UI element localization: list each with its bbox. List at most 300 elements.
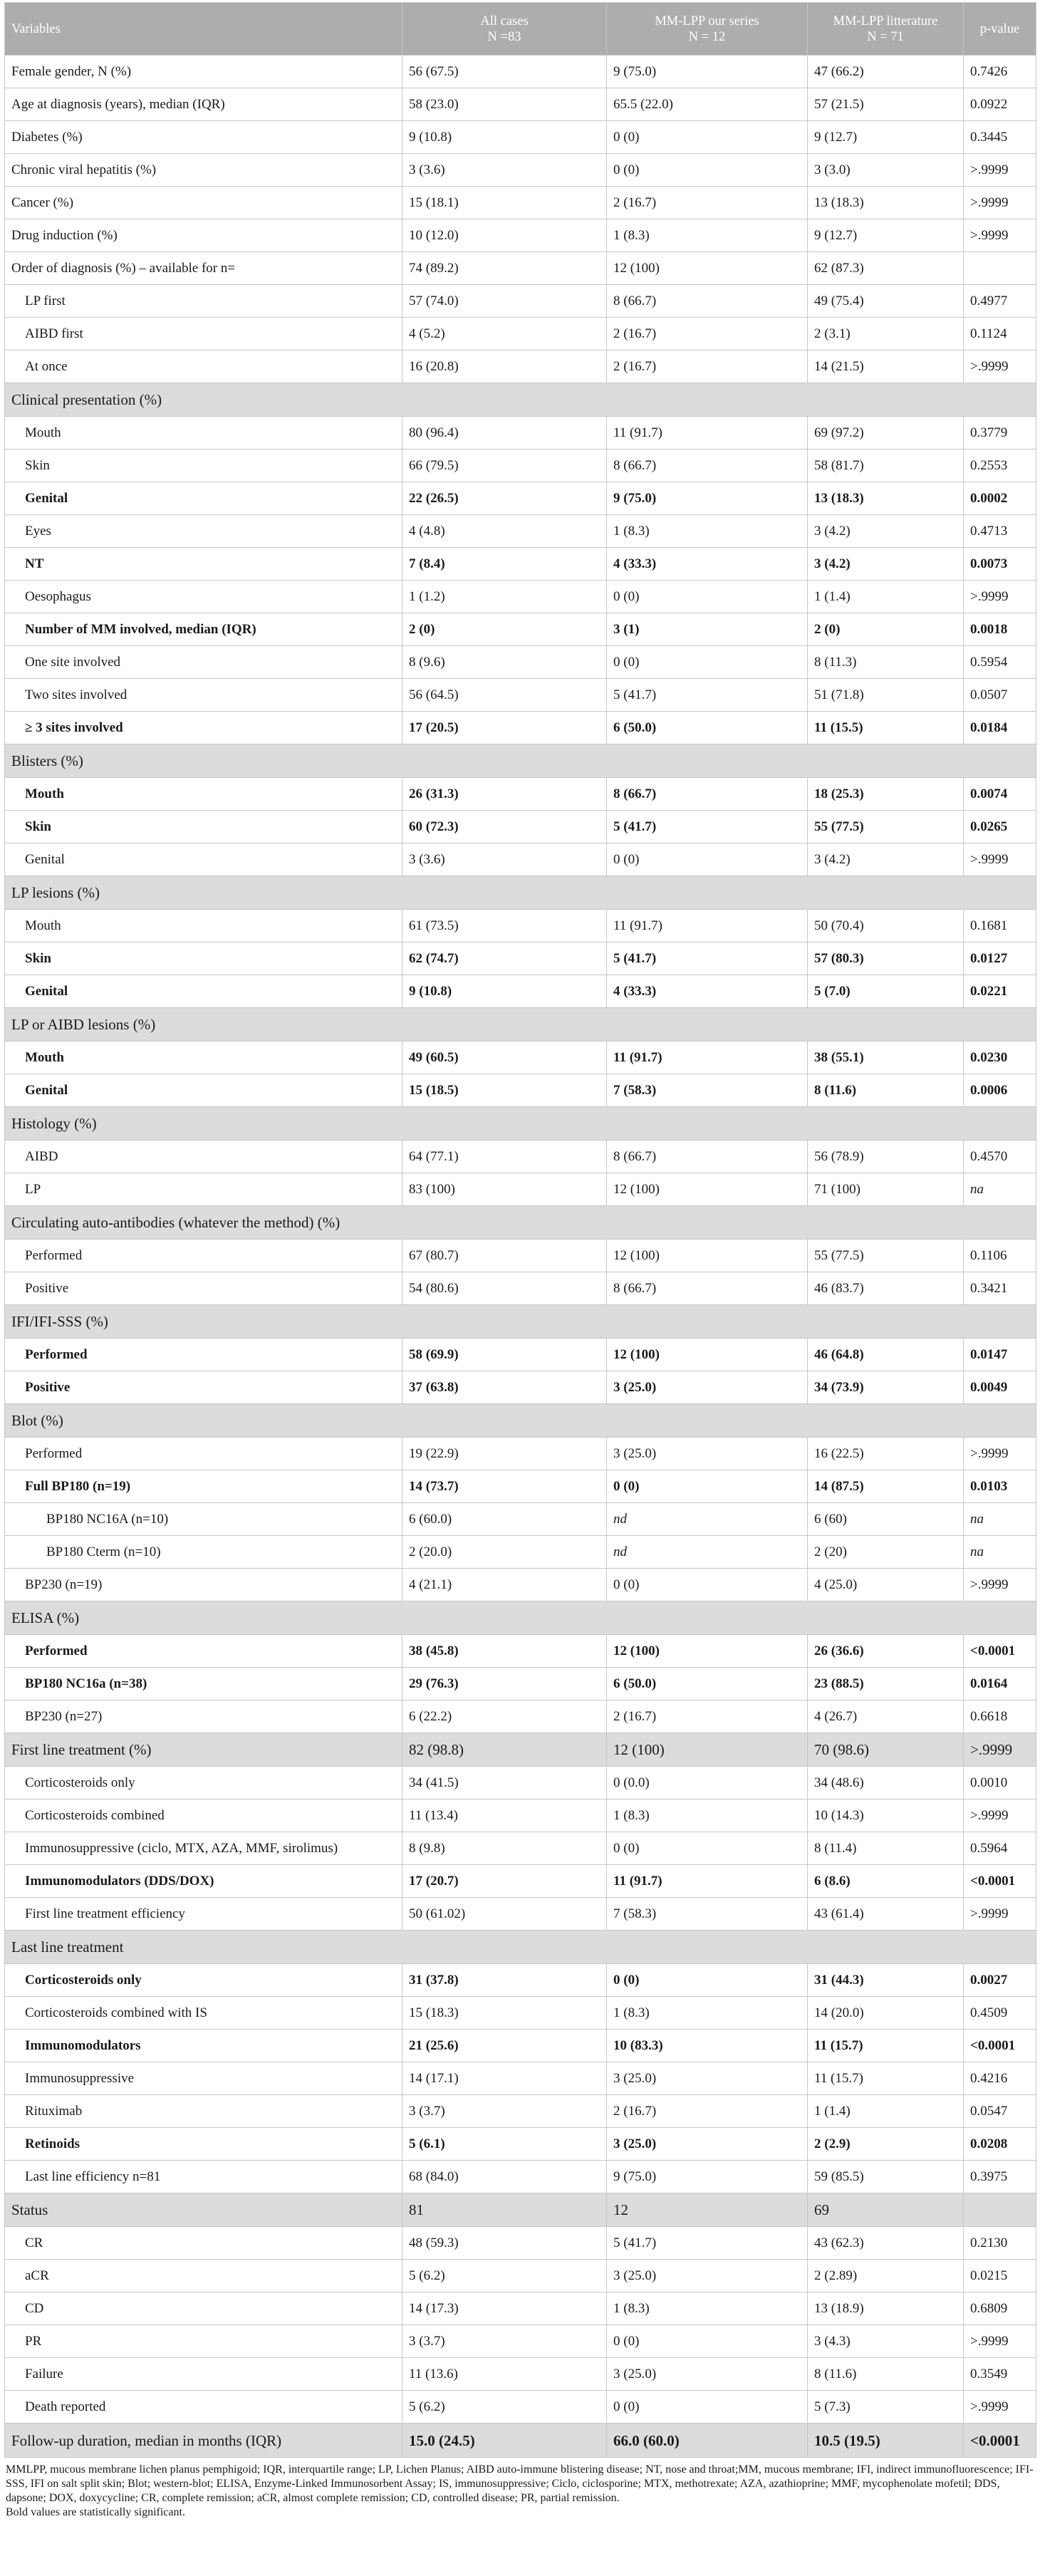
cell-our-series: 0 (0) [607,843,808,876]
table-row [5,811,1036,843]
table-row [5,2358,1036,2391]
cell-litterature: 71 (100) [808,1173,964,1206]
cell-variables: Positive [5,1272,402,1305]
cell-our-series: 5 (41.7) [607,2227,808,2260]
cell-variables: Chronic viral hepatitis (%) [5,154,402,187]
cell-litterature: 6 (60) [808,1503,964,1536]
cell-litterature: 10 (14.3) [808,1799,964,1832]
section-header-row [5,2193,1036,2227]
cell-all-cases: 49 (60.5) [402,1042,607,1074]
cell-litterature: 14 (87.5) [808,1470,964,1503]
table-row [5,2030,1036,2062]
footnote-bold-note: Bold values are statistically significant. [6,2506,185,2518]
cell-litterature: 50 (70.4) [808,910,964,942]
cell-litterature: 46 (83.7) [808,1272,964,1305]
table-row [5,121,1036,154]
column-header-p-value [964,3,1036,56]
table-row [5,1141,1036,1173]
cell-all-cases: 17 (20.7) [402,1865,607,1898]
cell-litterature: 6 (8.6) [808,1865,964,1898]
cell-p-value: 0.1124 [964,318,1036,350]
cell-litterature: 26 (36.6) [808,1635,964,1668]
cell-p-value: 0.0208 [964,2128,1036,2161]
table-row [5,2062,1036,2095]
section-label: Circulating auto-antibodies (whatever the method) (%) [5,1206,1036,1240]
cell-our-series: 11 (91.7) [607,1042,808,1074]
cell-variables: Performed [5,1635,402,1668]
table-row [5,88,1036,121]
cell-p-value: 0.0006 [964,1074,1036,1107]
cell-our-series: 0 (0) [607,581,808,613]
cell-variables: Age at diagnosis (years), median (IQR) [5,88,402,121]
table-row [5,1371,1036,1404]
table-row [5,515,1036,548]
cell-our-series: 2 (16.7) [607,318,808,350]
cell-variables: Eyes [5,515,402,548]
cell-our-series: 12 (100) [607,1635,808,1668]
cell-litterature: 23 (88.5) [808,1668,964,1700]
cell-our-series: 12 (100) [607,1733,808,1767]
cell-all-cases: 82 (98.8) [402,1733,607,1767]
table-row [5,1964,1036,1997]
cell-variables: Oesophagus [5,581,402,613]
cell-all-cases: 6 (60.0) [402,1503,607,1536]
section-label: LP lesions (%) [5,876,1036,910]
cell-all-cases: 8 (9.8) [402,1832,607,1865]
cell-p-value: <0.0001 [964,1635,1036,1668]
cell-all-cases: 61 (73.5) [402,910,607,942]
cell-litterature: 4 (25.0) [808,1569,964,1601]
cell-all-cases: 11 (13.6) [402,2358,607,2391]
cell-variables: Performed [5,1339,402,1371]
cell-litterature: 34 (73.9) [808,1371,964,1404]
column-header-line: MM-LPP litterature [833,14,938,28]
cell-variables: One site involved [5,646,402,679]
cell-all-cases: 15 (18.1) [402,187,607,219]
cell-all-cases: 19 (22.9) [402,1438,607,1470]
cell-variables: Corticosteroids combined with IS [5,1997,402,2030]
cell-all-cases: 14 (73.7) [402,1470,607,1503]
cell-our-series: 2 (16.7) [607,1700,808,1733]
cell-variables: Performed [5,1438,402,1470]
table-row [5,1832,1036,1865]
cell-all-cases: 31 (37.8) [402,1964,607,1997]
cell-our-series: 12 (100) [607,1240,808,1272]
cell-litterature: 55 (77.5) [808,1240,964,1272]
cell-variables: Genital [5,1074,402,1107]
cell-litterature: 59 (85.5) [808,2161,964,2193]
cell-variables: First line treatment (%) [5,1733,402,1767]
cell-p-value: 0.0215 [964,2260,1036,2292]
cell-variables: Genital [5,482,402,515]
cell-variables: BP230 (n=27) [5,1700,402,1733]
cell-p-value: 0.3779 [964,417,1036,450]
section-label: IFI/IFI-SSS (%) [5,1305,1036,1339]
cell-all-cases: 2 (20.0) [402,1536,607,1569]
cell-litterature: 2 (0) [808,613,964,646]
cell-our-series: 6 (50.0) [607,712,808,744]
cell-p-value: 0.0127 [964,942,1036,975]
cell-p-value: 0.4977 [964,285,1036,318]
cell-variables: Skin [5,811,402,843]
cell-p-value: >.9999 [964,581,1036,613]
cell-our-series: 1 (8.3) [607,515,808,548]
cell-variables: Number of MM involved, median (IQR) [5,613,402,646]
cell-all-cases: 14 (17.1) [402,2062,607,2095]
cell-p-value: 0.1681 [964,910,1036,942]
column-header-line: N =83 [487,29,521,44]
cell-litterature: 16 (22.5) [808,1438,964,1470]
cell-our-series: 12 [607,2193,808,2227]
cell-all-cases: 3 (3.7) [402,2325,607,2358]
table-row [5,1536,1036,1569]
cell-p-value: 0.0221 [964,975,1036,1008]
cell-litterature: 14 (20.0) [808,1997,964,2030]
cell-litterature: 2 (3.1) [808,318,964,350]
cell-litterature: 13 (18.9) [808,2292,964,2325]
cell-variables: Retinoids [5,2128,402,2161]
cell-litterature: 5 (7.3) [808,2391,964,2424]
cell-litterature: 18 (25.3) [808,778,964,811]
cell-variables: CD [5,2292,402,2325]
cell-variables: ≥ 3 sites involved [5,712,402,744]
section-header-row [5,1601,1036,1635]
column-header-our-series [607,3,808,56]
cell-litterature: 8 (11.6) [808,1074,964,1107]
cell-p-value: 0.3445 [964,121,1036,154]
table-row [5,187,1036,219]
cell-p-value [964,2193,1036,2227]
table-row [5,1865,1036,1898]
section-label: LP or AIBD lesions (%) [5,1008,1036,1042]
cell-all-cases: 56 (64.5) [402,679,607,712]
cell-our-series: 12 (100) [607,1339,808,1371]
section-header-row [5,1107,1036,1141]
section-header-row [5,383,1036,417]
cell-all-cases: 38 (45.8) [402,1635,607,1668]
cell-litterature: 2 (20) [808,1536,964,1569]
cell-litterature: 69 (97.2) [808,417,964,450]
cell-p-value: >.9999 [964,2391,1036,2424]
cell-all-cases: 60 (72.3) [402,811,607,843]
cell-p-value: 0.0073 [964,548,1036,581]
cell-variables: AIBD [5,1141,402,1173]
cell-p-value: >.9999 [964,350,1036,383]
cell-variables: Genital [5,975,402,1008]
cell-p-value: >.9999 [964,2325,1036,2358]
cell-all-cases: 10 (12.0) [402,219,607,252]
cell-our-series: 8 (66.7) [607,1141,808,1173]
cell-all-cases: 56 (67.5) [402,56,607,88]
cell-p-value: 0.0049 [964,1371,1036,1404]
cell-our-series: 0 (0.0) [607,1767,808,1799]
cell-our-series: 8 (66.7) [607,285,808,318]
section-header-row [5,1008,1036,1042]
cell-litterature: 8 (11.3) [808,646,964,679]
table-row [5,2325,1036,2358]
cell-litterature: 3 (4.2) [808,548,964,581]
cell-p-value: na [964,1173,1036,1206]
cell-variables: Full BP180 (n=19) [5,1470,402,1503]
cell-p-value: <0.0001 [964,1865,1036,1898]
table-row [5,646,1036,679]
cell-all-cases: 62 (74.7) [402,942,607,975]
table-row [5,318,1036,350]
cell-all-cases: 5 (6.2) [402,2260,607,2292]
table-header-row [5,3,1036,56]
cell-litterature: 69 [808,2193,964,2227]
cell-all-cases: 58 (23.0) [402,88,607,121]
cell-our-series: 3 (25.0) [607,1438,808,1470]
section-label: ELISA (%) [5,1601,1036,1635]
table-row [5,778,1036,811]
cell-variables: PR [5,2325,402,2358]
table-row [5,2161,1036,2193]
cell-variables: Female gender, N (%) [5,56,402,88]
cell-p-value: 0.0507 [964,679,1036,712]
column-header-litterature [808,3,964,56]
cell-p-value: 0.0184 [964,712,1036,744]
cell-p-value: 0.0230 [964,1042,1036,1074]
cell-variables: CR [5,2227,402,2260]
cell-all-cases: 16 (20.8) [402,350,607,383]
cell-p-value: >.9999 [964,154,1036,187]
cell-litterature: 11 (15.7) [808,2062,964,2095]
table-row [5,1997,1036,2030]
table-row [5,1339,1036,1371]
cell-p-value: >.9999 [964,1898,1036,1931]
cell-all-cases: 81 [402,2193,607,2227]
cell-variables: Mouth [5,778,402,811]
section-label: Last line treatment [5,1931,1036,1964]
cell-our-series: 8 (66.7) [607,1272,808,1305]
cell-variables: Death reported [5,2391,402,2424]
section-header-row [5,1931,1036,1964]
cell-variables: Corticosteroids only [5,1964,402,1997]
cell-our-series: 65.5 (22.0) [607,88,808,121]
cell-our-series: 66.0 (60.0) [607,2424,808,2458]
table-row [5,2260,1036,2292]
cell-p-value: 0.4509 [964,1997,1036,2030]
column-header-line: p-value [979,21,1020,36]
cell-variables: Diabetes (%) [5,121,402,154]
cell-our-series: 3 (1) [607,613,808,646]
cell-all-cases: 4 (21.1) [402,1569,607,1601]
table-row [5,712,1036,744]
cell-litterature: 70 (98.6) [808,1733,964,1767]
cell-our-series: 3 (25.0) [607,2062,808,2095]
table-row [5,417,1036,450]
cell-litterature: 3 (4.3) [808,2325,964,2358]
cell-variables: Skin [5,450,402,482]
cell-variables: Mouth [5,417,402,450]
cell-our-series: 9 (75.0) [607,2161,808,2193]
cell-our-series: 1 (8.3) [607,1997,808,2030]
cell-our-series: 0 (0) [607,646,808,679]
column-header-variables [5,3,402,56]
cell-our-series: 9 (75.0) [607,482,808,515]
cell-p-value: >.9999 [964,1799,1036,1832]
cell-litterature: 10.5 (19.5) [808,2424,964,2458]
cell-p-value: 0.0018 [964,613,1036,646]
footnote-abbreviations: MMLPP, mucous membrane lichen planus pemphigoid; IQR, interquartile range; LP, Lichen Planus; AIBD auto-immune blistering disease; NT, nose and throat;MM, mucous membrane; IFI, indirect immunofluorescence; IFI-SSS, IFI on salt split skin; Blot; western-blot; ELISA, Enzyme-Linked Immunosorbent Assay; IS, immunosuppressive; Ciclo, ciclosporine; MTX, methotrexate; AZA, azathioprine; MMF, mycophenolate mofetil; DDS, dapsone; DOX, doxycycline; CR, complete remission; aCR, almost complete remission; CD, controlled disease; PR, partial remission. [6,2463,1034,2504]
cell-litterature: 1 (1.4) [808,581,964,613]
cell-all-cases: 5 (6.2) [402,2391,607,2424]
cell-our-series: 2 (16.7) [607,2095,808,2128]
cell-litterature: 11 (15.7) [808,2030,964,2062]
cell-variables: Two sites involved [5,679,402,712]
cell-variables: Failure [5,2358,402,2391]
table-row [5,679,1036,712]
table-row [5,219,1036,252]
section-header-row [5,1206,1036,1240]
cell-litterature: 51 (71.8) [808,679,964,712]
cell-all-cases: 64 (77.1) [402,1141,607,1173]
cell-all-cases: 4 (5.2) [402,318,607,350]
table-row [5,350,1036,383]
cell-p-value: >.9999 [964,219,1036,252]
cell-variables: NT [5,548,402,581]
table-row [5,1503,1036,1536]
cell-variables: Skin [5,942,402,975]
cell-p-value: 0.2130 [964,2227,1036,2260]
cell-our-series: 2 (16.7) [607,350,808,383]
cell-variables: Last line efficiency n=81 [5,2161,402,2193]
cell-p-value: 0.4216 [964,2062,1036,2095]
table-row [5,1700,1036,1733]
cell-variables: Immunosuppressive [5,2062,402,2095]
cell-our-series: 1 (8.3) [607,219,808,252]
table-row [5,154,1036,187]
section-header-row [5,744,1036,778]
cell-litterature: 46 (64.8) [808,1339,964,1371]
cell-all-cases: 9 (10.8) [402,121,607,154]
cell-our-series: nd [607,1503,808,1536]
section-header-row [5,1404,1036,1438]
cell-litterature: 3 (3.0) [808,154,964,187]
section-label: Clinical presentation (%) [5,383,1036,417]
table-row [5,285,1036,318]
cell-litterature: 62 (87.3) [808,252,964,285]
cell-all-cases: 29 (76.3) [402,1668,607,1700]
cell-p-value: na [964,1503,1036,1536]
cell-p-value: >.9999 [964,187,1036,219]
table-row [5,1173,1036,1206]
cell-our-series: 12 (100) [607,1173,808,1206]
cell-variables: AIBD first [5,318,402,350]
cell-litterature: 38 (55.1) [808,1042,964,1074]
cell-p-value: 0.1106 [964,1240,1036,1272]
table-row [5,450,1036,482]
cell-p-value: 0.0074 [964,778,1036,811]
cell-all-cases: 21 (25.6) [402,2030,607,2062]
cell-our-series: 8 (66.7) [607,450,808,482]
cell-variables: Performed [5,1240,402,1272]
table-row [5,1470,1036,1503]
cell-p-value: 0.4713 [964,515,1036,548]
cell-all-cases: 3 (3.6) [402,154,607,187]
cell-all-cases: 67 (80.7) [402,1240,607,1272]
cell-all-cases: 9 (10.8) [402,975,607,1008]
table-row [5,1438,1036,1470]
cell-our-series: 5 (41.7) [607,942,808,975]
cell-p-value: 0.0147 [964,1339,1036,1371]
cell-litterature: 8 (11.6) [808,2358,964,2391]
table-row [5,1767,1036,1799]
table-row [5,613,1036,646]
cell-all-cases: 7 (8.4) [402,548,607,581]
cell-variables: Immunosuppressive (ciclo, MTX, AZA, MMF, sirolimus) [5,1832,402,1865]
cell-p-value: 0.0027 [964,1964,1036,1997]
cell-our-series: 0 (0) [607,2325,808,2358]
cell-p-value: 0.3421 [964,1272,1036,1305]
cell-p-value: >.9999 [964,1438,1036,1470]
table-row [5,1240,1036,1272]
cell-our-series: 1 (8.3) [607,2292,808,2325]
table-row [5,1074,1036,1107]
cell-our-series: 4 (33.3) [607,975,808,1008]
section-label: Blot (%) [5,1404,1036,1438]
cell-our-series: 5 (41.7) [607,811,808,843]
column-header-line: Variables [11,21,61,36]
cell-all-cases: 22 (26.5) [402,482,607,515]
cell-variables: Positive [5,1371,402,1404]
cell-our-series: 5 (41.7) [607,679,808,712]
cell-litterature: 11 (15.5) [808,712,964,744]
cell-p-value: 0.0547 [964,2095,1036,2128]
cell-all-cases: 58 (69.9) [402,1339,607,1371]
cell-p-value: 0.0922 [964,88,1036,121]
cell-all-cases: 34 (41.5) [402,1767,607,1799]
cell-variables: Immunomodulators (DDS/DOX) [5,1865,402,1898]
cell-p-value: na [964,1536,1036,1569]
cell-all-cases: 8 (9.6) [402,646,607,679]
table-body [5,56,1036,2458]
cell-p-value: 0.3549 [964,2358,1036,2391]
cell-our-series: 0 (0) [607,1832,808,1865]
cell-our-series: 11 (91.7) [607,1865,808,1898]
table-row [5,1569,1036,1601]
cell-litterature: 9 (12.7) [808,219,964,252]
cell-all-cases: 3 (3.7) [402,2095,607,2128]
table-row [5,2227,1036,2260]
table-row [5,2128,1036,2161]
cell-our-series: nd [607,1536,808,1569]
cell-variables: BP180 Cterm (n=10) [5,1536,402,1569]
cell-litterature: 57 (21.5) [808,88,964,121]
cell-p-value: 0.6809 [964,2292,1036,2325]
cell-our-series: 3 (25.0) [607,1371,808,1404]
cell-all-cases: 5 (6.1) [402,2128,607,2161]
cell-variables: aCR [5,2260,402,2292]
cell-litterature: 58 (81.7) [808,450,964,482]
column-header-line: MM-LPP our series [655,14,759,28]
cell-p-value: >.9999 [964,843,1036,876]
cell-variables: Status [5,2193,402,2227]
cell-our-series: 10 (83.3) [607,2030,808,2062]
cell-variables: Drug induction (%) [5,219,402,252]
cell-all-cases: 54 (80.6) [402,1272,607,1305]
cell-litterature: 4 (26.7) [808,1700,964,1733]
cell-litterature: 31 (44.3) [808,1964,964,1997]
cell-litterature: 8 (11.4) [808,1832,964,1865]
table-row [5,2095,1036,2128]
cell-all-cases: 15.0 (24.5) [402,2424,607,2458]
cell-all-cases: 1 (1.2) [402,581,607,613]
cell-our-series: 3 (25.0) [607,2358,808,2391]
cell-variables: Genital [5,843,402,876]
cell-our-series: 0 (0) [607,1470,808,1503]
